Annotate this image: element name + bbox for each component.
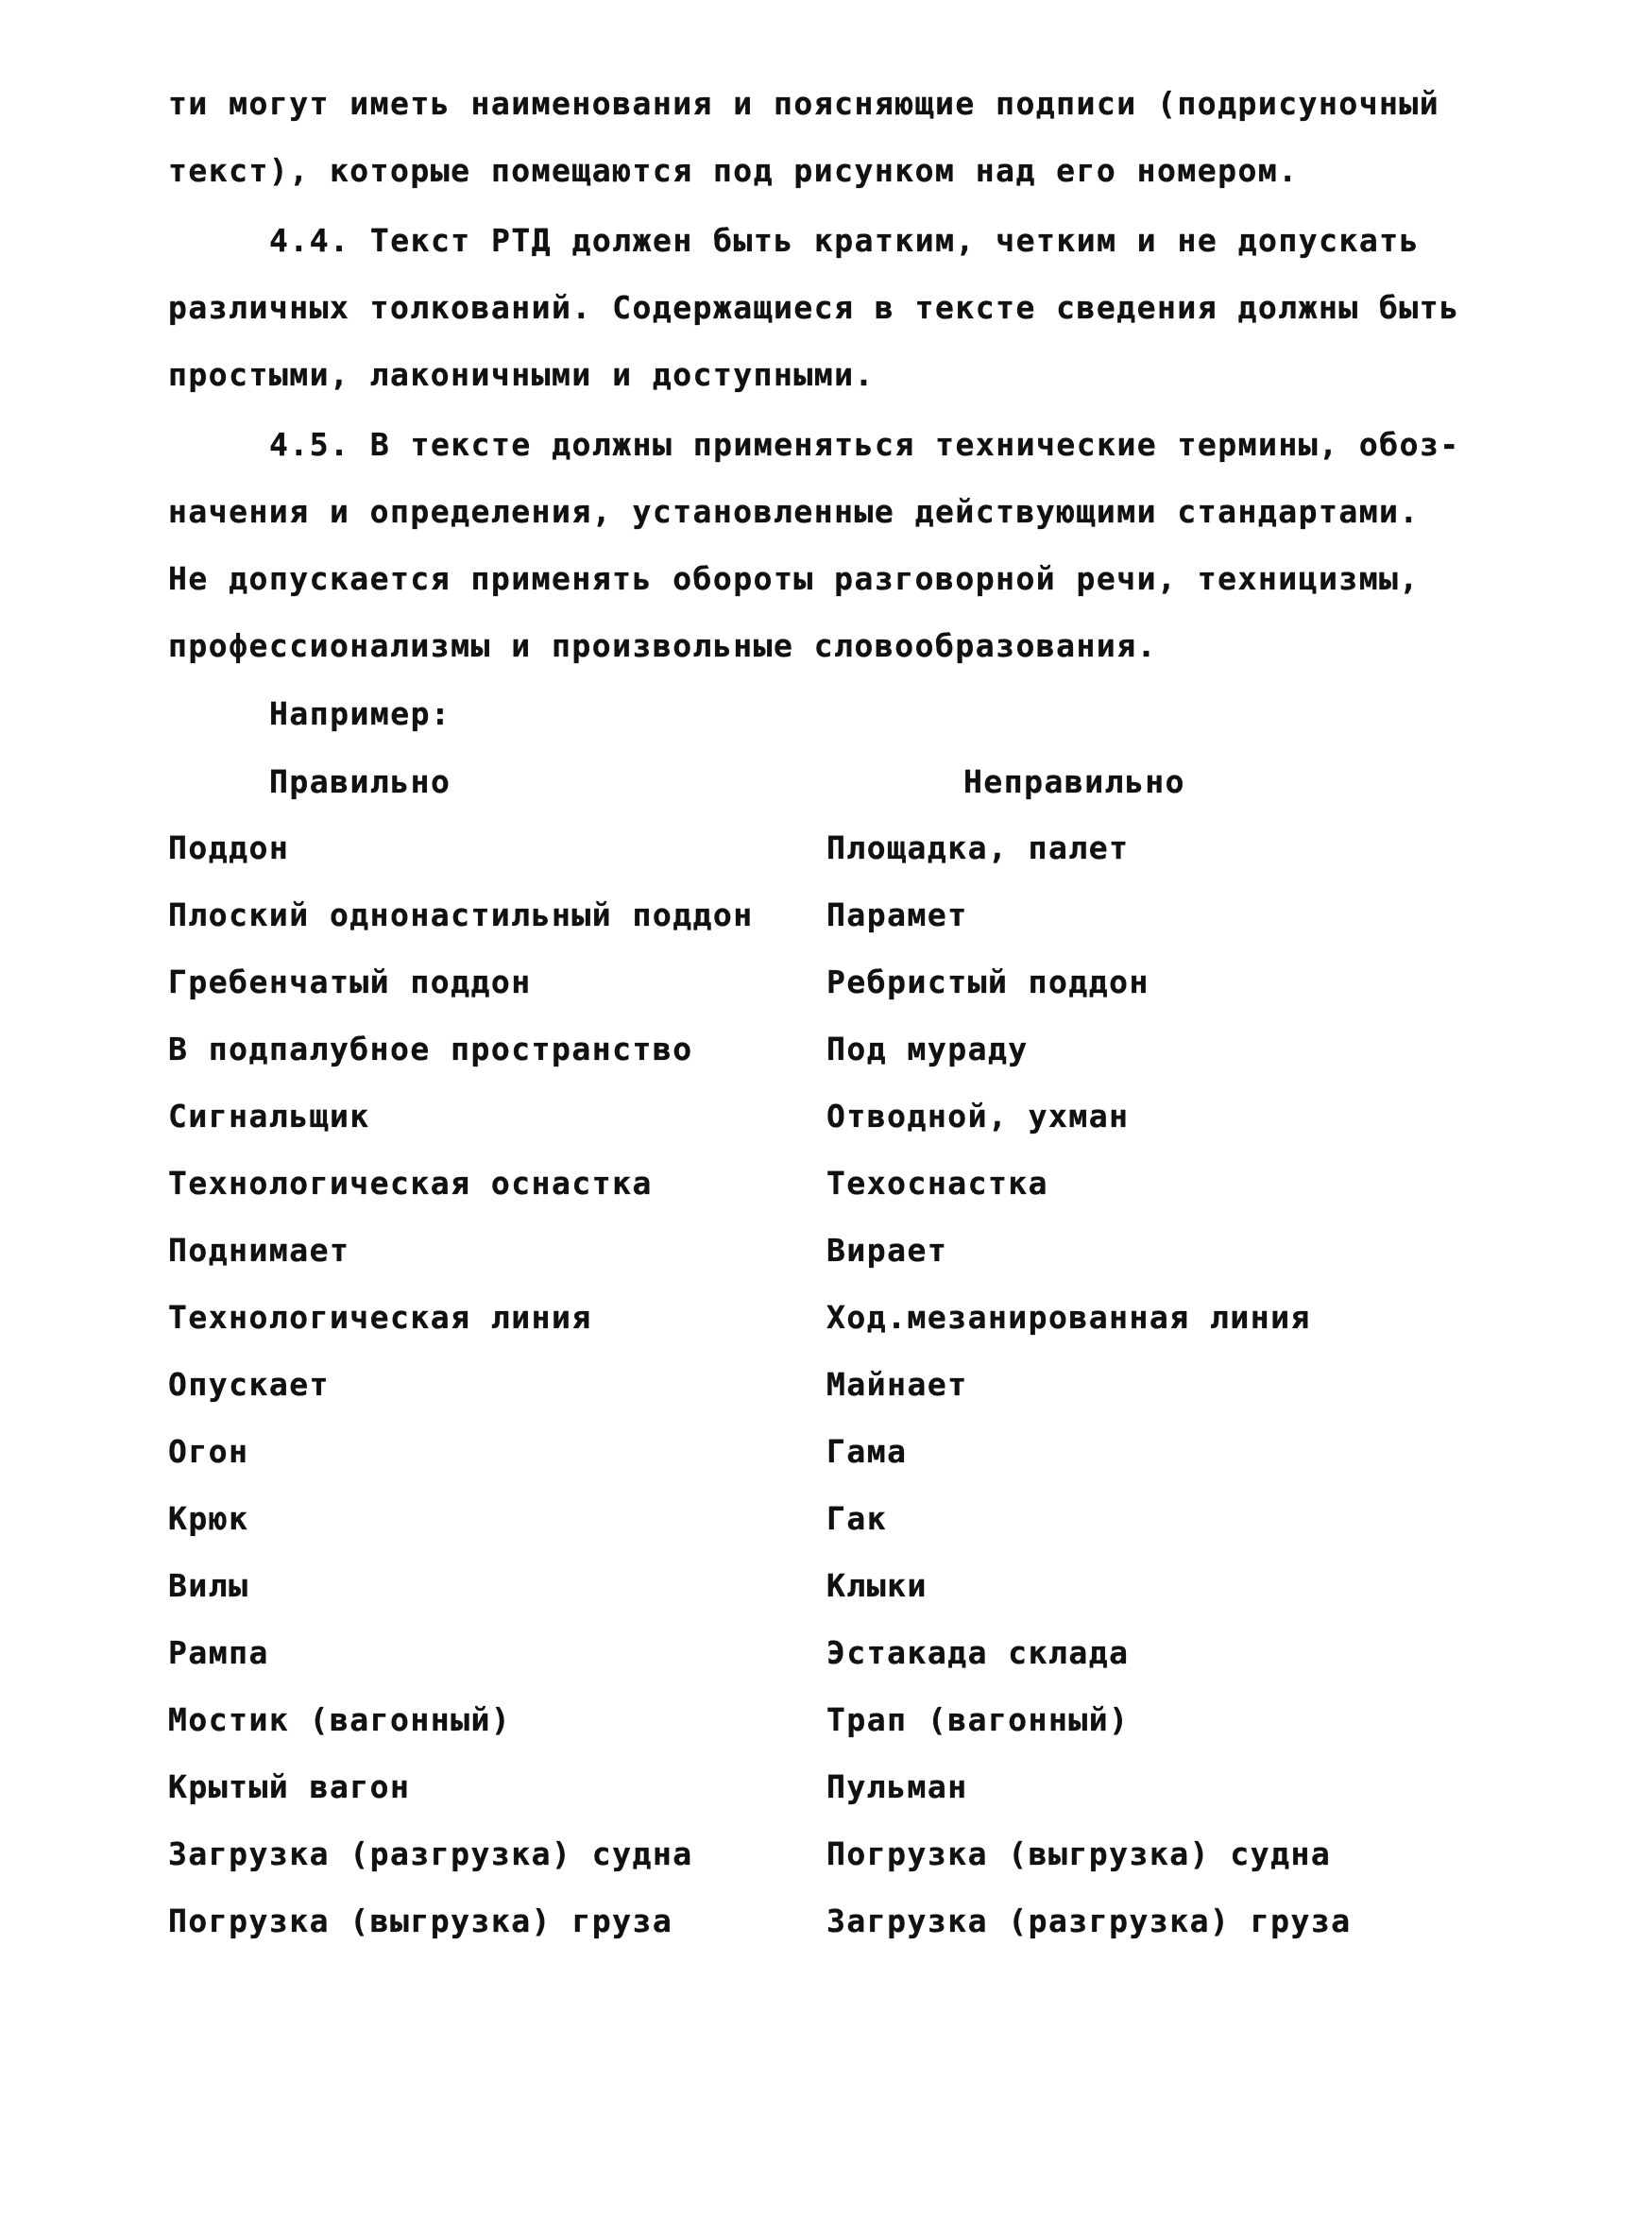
- term-incorrect: Ребристый поддон: [826, 964, 1150, 1000]
- term-incorrect: Эстакада склада: [826, 1634, 1130, 1671]
- paragraph-line: различных толкований. Содержащиеся в тексте сведения должны быть: [168, 289, 1460, 326]
- term-incorrect: Отводной, ухман: [826, 1098, 1130, 1135]
- term-correct: Поднимает: [168, 1232, 350, 1269]
- term-incorrect: Парамет: [826, 896, 968, 933]
- term-incorrect: Трап (вагонный): [826, 1701, 1130, 1738]
- term-correct: Сигнальщик: [168, 1098, 370, 1135]
- paragraph-line: Не допускается применять обороты разговорной речи, техницизмы,: [168, 560, 1420, 597]
- term-incorrect: Гама: [826, 1433, 908, 1470]
- term-correct: В подпалубное пространство: [168, 1031, 693, 1067]
- term-correct: Гребенчатый поддон: [168, 964, 532, 1000]
- example-label: Например:: [269, 695, 451, 732]
- paragraph-line: начения и определения, установленные действующими стандартами.: [168, 493, 1420, 530]
- term-correct: Технологическая линия: [168, 1299, 592, 1336]
- paragraph-line: 4.5. В тексте должны применяться технические термины, обоз-: [269, 426, 1460, 463]
- column-header-correct: Правильно: [269, 763, 451, 800]
- term-correct: Погрузка (выгрузка) груза: [168, 1902, 673, 1939]
- term-correct: Огон: [168, 1433, 249, 1470]
- term-correct: Рампа: [168, 1634, 269, 1671]
- term-correct: Опускает: [168, 1366, 330, 1403]
- paragraph-line: 4.4. Текст РТД должен быть кратким, четким и не допускать: [269, 222, 1420, 259]
- term-incorrect: Клыки: [826, 1567, 928, 1604]
- term-correct: Мостик (вагонный): [168, 1701, 512, 1738]
- term-correct: Загрузка (разгрузка) судна: [168, 1835, 693, 1872]
- term-correct: Технологическая оснастка: [168, 1165, 653, 1202]
- term-incorrect: Майнает: [826, 1366, 968, 1403]
- term-incorrect: Под мураду: [826, 1031, 1029, 1067]
- paragraph-line: простыми, лаконичными и доступными.: [168, 356, 875, 393]
- term-incorrect: Вирает: [826, 1232, 948, 1269]
- paragraph-line: профессионализмы и произвольные словообразования.: [168, 627, 1158, 664]
- term-correct: Крюк: [168, 1500, 249, 1537]
- term-incorrect: Пульман: [826, 1768, 968, 1805]
- column-header-incorrect: Неправильно: [963, 763, 1186, 800]
- term-incorrect: Ход.мезанированная линия: [826, 1299, 1311, 1336]
- term-correct: Плоский однонастильный поддон: [168, 896, 754, 933]
- term-correct: Крытый вагон: [168, 1768, 411, 1805]
- term-incorrect: Техоснастка: [826, 1165, 1049, 1202]
- paragraph-line: ти могут иметь наименования и поясняющие подписи (подрисуночный: [168, 85, 1440, 122]
- term-incorrect: Погрузка (выгрузка) судна: [826, 1835, 1332, 1872]
- paragraph-line: текст), которые помещаются под рисунком над его номером.: [168, 152, 1299, 189]
- term-incorrect: Гак: [826, 1500, 888, 1537]
- term-incorrect: Загрузка (разгрузка) груза: [826, 1902, 1352, 1939]
- term-correct: Вилы: [168, 1567, 249, 1604]
- term-incorrect: Площадка, палет: [826, 829, 1130, 866]
- term-correct: Поддон: [168, 829, 290, 866]
